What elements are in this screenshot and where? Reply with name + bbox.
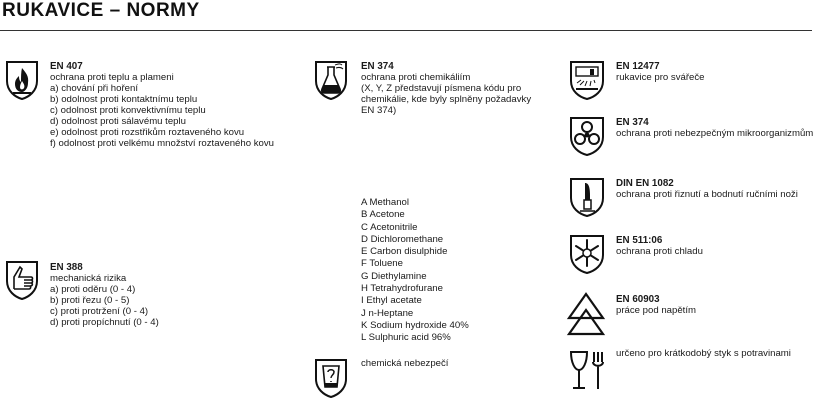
chemical-list — [361, 197, 469, 345]
en60903-block — [616, 294, 696, 316]
chemical-item: F Toluene — [361, 258, 403, 270]
page-title: RUKAVICE – NORMY — [2, 0, 200, 21]
en407-item: f) odolnost proti velkému množství roztaveného kovu — [50, 138, 274, 149]
title-divider — [0, 30, 812, 31]
en374-desc: ochrana proti chemikáliím — [361, 72, 471, 83]
din1082-code: DIN EN 1082 — [616, 178, 674, 189]
chemical-item: I Ethyl acetate — [361, 295, 422, 307]
en374-chem-block — [361, 61, 546, 116]
en407-code: EN 407 — [50, 61, 83, 72]
chemical-item: A Methanol — [361, 197, 410, 208]
en374-bio-code: EN 374 — [616, 117, 649, 128]
en407-block — [50, 61, 274, 149]
biohazard-icon — [568, 115, 606, 157]
en374-code: EN 374 — [361, 61, 394, 72]
en60903-desc: práce pod napětím — [616, 305, 697, 316]
mechanical-hazard-icon — [4, 259, 40, 301]
en374-bio-desc: ochrana proti nebezpečným mikroorganizmům — [616, 128, 814, 139]
chemical-item: G Diethylamine — [361, 270, 427, 282]
en388-item: b) proti řezu (0 - 5) — [50, 295, 130, 306]
electrical-insulation-icon — [566, 292, 606, 338]
chemical-item: D Dichloromethane — [361, 233, 444, 245]
chem-hazard-desc: chemická nebezpečí — [361, 358, 449, 369]
welding-icon — [568, 59, 606, 101]
chemical-item: H Tetrahydrofurane — [361, 283, 443, 295]
en407-item: e) odolnost proti rozstřikům roztaveného kovu — [50, 127, 245, 138]
food-desc: určeno pro krátkodobý styk s potravinami — [616, 348, 791, 359]
en388-item: a) proti oděru (0 - 4) — [50, 284, 136, 295]
chem-hazard-block — [361, 358, 448, 369]
en407-item: a) chování při hoření — [50, 83, 138, 94]
chemical-item: J n-Heptane — [361, 307, 414, 319]
en12477-block — [616, 61, 705, 83]
en374-note: (X, Y, Z představují písmena kódu pro chemikálie, kde byly splněny požadavky EN 374) — [361, 83, 532, 116]
en388-item: c) proti protržení (0 - 4) — [50, 306, 149, 317]
chemical-flask-icon — [313, 59, 349, 101]
knife-icon — [568, 176, 606, 218]
en511-block — [616, 235, 703, 257]
din1082-desc: ochrana proti řiznutí a bodnutí ručními noži — [616, 189, 798, 200]
chemical-item: B Acetone — [361, 209, 405, 221]
chemical-item: K Sodium hydroxide 40% — [361, 319, 469, 331]
din1082-block — [616, 178, 798, 200]
en511-code: EN 511:06 — [616, 235, 663, 246]
en407-item: d) odolnost proti sálavému teplu — [50, 116, 186, 127]
food-block — [616, 348, 791, 359]
en12477-code: EN 12477 — [616, 61, 660, 72]
chemical-item: E Carbon disulphide — [361, 246, 448, 258]
en407-desc: ochrana proti teplu a plameni — [50, 72, 174, 83]
en12477-desc: rukavice pro svářeče — [616, 72, 705, 83]
en388-block — [50, 262, 159, 328]
en388-code: EN 388 — [50, 262, 83, 273]
chemical-item: L Sulphuric acid 96% — [361, 332, 451, 344]
en511-desc: ochrana proti chladu — [616, 246, 703, 257]
chemical-hazard-icon — [313, 357, 349, 399]
en374-bio-block — [616, 117, 813, 139]
en407-item: c) odolnost proti konvektivnímu teplu — [50, 105, 206, 116]
en60903-code: EN 60903 — [616, 294, 660, 305]
en388-desc: mechanická rizika — [50, 273, 127, 284]
food-contact-icon — [568, 349, 608, 393]
en407-item: b) odolnost proti kontaktnímu teplu — [50, 94, 198, 105]
en388-item: d) proti propíchnutí (0 - 4) — [50, 317, 159, 328]
flame-shield-icon — [4, 59, 40, 101]
snowflake-icon — [568, 233, 606, 275]
chemical-item: C Acetonitrile — [361, 221, 418, 233]
